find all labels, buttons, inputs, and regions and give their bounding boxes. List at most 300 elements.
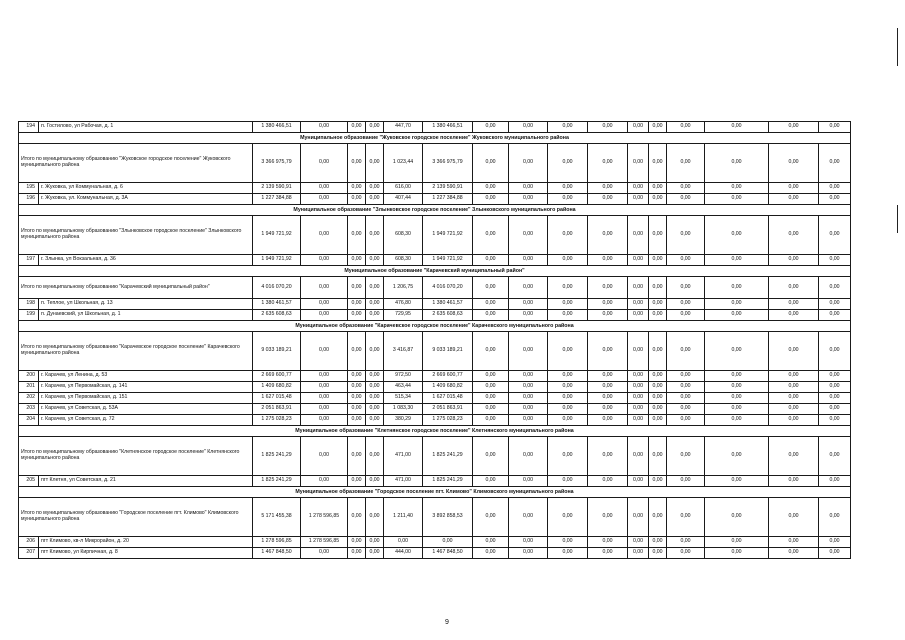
value-cell: 0,00	[366, 498, 384, 537]
value-cell: 0,00	[628, 537, 649, 548]
value-cell: 0,00	[301, 404, 348, 415]
value-cell: 0,00	[588, 216, 628, 255]
value-cell: 0,00	[588, 332, 628, 371]
value-cell: 0,00	[366, 310, 384, 321]
value-cell: 0,00	[667, 216, 705, 255]
value-cell: 0,00	[705, 393, 769, 404]
address-cell: г. Злынка, ул Вокзальная, д. 36	[39, 255, 253, 266]
value-cell: 1 380 466,51	[253, 122, 301, 133]
value-cell: 0,00	[509, 277, 548, 299]
value-cell: 0,00	[705, 299, 769, 310]
value-cell: 0,00	[819, 122, 851, 133]
value-cell: 0,00	[649, 310, 667, 321]
address-cell: г. Жуковка, ул Коммунальная, д. 6	[39, 183, 253, 194]
value-cell: 0,00	[509, 183, 548, 194]
row-index: 205	[19, 476, 39, 487]
value-cell: 0,00	[588, 404, 628, 415]
value-cell: 0,00	[628, 299, 649, 310]
value-cell: 0,00	[473, 299, 509, 310]
address-cell: г. Карачев, ул Советская, д. 72	[39, 415, 253, 426]
value-cell: 2 669 600,77	[253, 371, 301, 382]
total-row	[19, 144, 851, 183]
value-cell: 1 627 015,48	[253, 393, 301, 404]
value-cell: 0,00	[819, 415, 851, 426]
value-cell: 0,00	[649, 194, 667, 205]
value-cell: 0,00	[769, 548, 819, 559]
value-cell: 0,00	[588, 371, 628, 382]
value-cell: 0,00	[819, 216, 851, 255]
value-cell: 0,00	[649, 404, 667, 415]
value-cell: 1 627 015,48	[423, 393, 473, 404]
value-cell: 0,00	[588, 144, 628, 183]
value-cell: 0,00	[509, 122, 548, 133]
value-cell: 0,00	[628, 255, 649, 266]
value-cell: 9 033 189,21	[253, 332, 301, 371]
value-cell: 0,00	[819, 194, 851, 205]
value-cell: 0,00	[649, 476, 667, 487]
value-cell: 0,00	[548, 255, 588, 266]
value-cell: 0,00	[628, 122, 649, 133]
value-cell: 0,00	[819, 404, 851, 415]
value-cell: 476,80	[384, 299, 423, 310]
value-cell: 0,00	[588, 437, 628, 476]
value-cell: 0,00	[473, 476, 509, 487]
table-row	[19, 393, 851, 404]
value-cell: 0,00	[509, 498, 548, 537]
value-cell: 1 380 466,51	[423, 122, 473, 133]
value-cell: 0,00	[509, 255, 548, 266]
total-label: Итого по муниципальному образованию "Карачевское городское поселение" Карачевского муниципального района	[19, 332, 253, 371]
value-cell: 0,00	[628, 404, 649, 415]
value-cell: 1 380 461,57	[423, 299, 473, 310]
value-cell: 0,00	[473, 310, 509, 321]
value-cell: 0,00	[588, 415, 628, 426]
value-cell: 0,00	[509, 476, 548, 487]
table-row	[19, 255, 851, 266]
value-cell: 0,00	[301, 277, 348, 299]
value-cell: 0,00	[348, 299, 366, 310]
table-row	[19, 194, 851, 205]
value-cell: 0,00	[649, 183, 667, 194]
value-cell: 0,00	[348, 183, 366, 194]
total-row	[19, 332, 851, 371]
value-cell: 1 825 241,29	[253, 476, 301, 487]
value-cell: 2 051 863,91	[253, 404, 301, 415]
value-cell: 1 278 596,85	[301, 537, 348, 548]
row-index: 197	[19, 255, 39, 266]
table-row	[19, 476, 851, 487]
value-cell: 0,00	[769, 299, 819, 310]
value-cell: 0,00	[509, 144, 548, 183]
value-cell: 0,00	[548, 299, 588, 310]
value-cell: 608,30	[384, 255, 423, 266]
value-cell: 0,00	[548, 437, 588, 476]
section-header-row	[19, 266, 851, 277]
value-cell: 3 892 858,53	[423, 498, 473, 537]
value-cell: 0,00	[705, 144, 769, 183]
value-cell: 0,00	[667, 299, 705, 310]
value-cell: 0,00	[473, 404, 509, 415]
value-cell: 5 171 455,38	[253, 498, 301, 537]
value-cell: 0,00	[649, 537, 667, 548]
value-cell: 0,00	[473, 332, 509, 371]
value-cell: 0,00	[705, 255, 769, 266]
value-cell: 0,00	[588, 393, 628, 404]
value-cell: 0,00	[509, 548, 548, 559]
value-cell: 0,00	[509, 371, 548, 382]
scan-edge-mark	[897, 205, 898, 233]
value-cell: 0,00	[649, 216, 667, 255]
address-cell: г. Карачев, ул Советская, д. 53А	[39, 404, 253, 415]
value-cell: 0,00	[473, 537, 509, 548]
value-cell: 2 635 608,63	[253, 310, 301, 321]
value-cell: 0,00	[548, 122, 588, 133]
value-cell: 0,00	[548, 194, 588, 205]
value-cell: 0,00	[366, 415, 384, 426]
table-row	[19, 183, 851, 194]
value-cell: 0,00	[628, 548, 649, 559]
value-cell: 1 825 241,29	[423, 437, 473, 476]
value-cell: 0,00	[667, 194, 705, 205]
value-cell: 3 416,87	[384, 332, 423, 371]
address-cell: г. Карачев, ул Первомайская, д. 151	[39, 393, 253, 404]
value-cell: 729,95	[384, 310, 423, 321]
value-cell: 0,00	[548, 277, 588, 299]
value-cell: 0,00	[473, 415, 509, 426]
value-cell: 0,00	[705, 437, 769, 476]
value-cell: 0,00	[301, 122, 348, 133]
value-cell: 0,00	[348, 332, 366, 371]
value-cell: 515,34	[384, 393, 423, 404]
value-cell: 0,00	[588, 255, 628, 266]
value-cell: 444,00	[384, 548, 423, 559]
value-cell: 0,00	[548, 310, 588, 321]
row-index: 196	[19, 194, 39, 205]
value-cell: 0,00	[366, 393, 384, 404]
value-cell: 3 366 975,79	[423, 144, 473, 183]
row-index: 206	[19, 537, 39, 548]
value-cell: 1 949 721,92	[423, 255, 473, 266]
section-title: Муниципальное образование "Карачевский муниципальный район"	[19, 266, 851, 277]
address-cell: г. Карачев, ул Ленина, д. 53	[39, 371, 253, 382]
value-cell: 0,00	[667, 183, 705, 194]
row-index: 204	[19, 415, 39, 426]
value-cell: 0,00	[509, 537, 548, 548]
address-cell: г. Жуковка, ул. Коммунальная, д. 3А	[39, 194, 253, 205]
table-row	[19, 122, 851, 133]
value-cell: 0,00	[819, 277, 851, 299]
value-cell: 0,00	[628, 310, 649, 321]
value-cell: 0,00	[366, 299, 384, 310]
row-index: 195	[19, 183, 39, 194]
total-row	[19, 437, 851, 476]
value-cell: 0,00	[769, 437, 819, 476]
value-cell: 0,00	[628, 498, 649, 537]
value-cell: 0,00	[348, 498, 366, 537]
value-cell: 0,00	[366, 537, 384, 548]
address-cell: г. Карачев, ул Первомайская, д. 141	[39, 382, 253, 393]
value-cell: 0,00	[769, 310, 819, 321]
value-cell: 1 380 461,57	[253, 299, 301, 310]
value-cell: 463,44	[384, 382, 423, 393]
value-cell: 0,00	[366, 371, 384, 382]
value-cell: 0,00	[588, 277, 628, 299]
address-cell: пгт Климово, кв-л Микрорайон, д. 20	[39, 537, 253, 548]
value-cell: 0,00	[769, 537, 819, 548]
value-cell: 0,00	[366, 404, 384, 415]
value-cell: 1 949 721,92	[423, 216, 473, 255]
value-cell: 0,00	[649, 382, 667, 393]
row-index: 199	[19, 310, 39, 321]
value-cell: 0,00	[705, 476, 769, 487]
value-cell: 0,00	[705, 548, 769, 559]
value-cell: 0,00	[705, 122, 769, 133]
value-cell: 1 278 596,85	[253, 537, 301, 548]
table-row	[19, 415, 851, 426]
value-cell: 972,50	[384, 371, 423, 382]
value-cell: 0,00	[667, 371, 705, 382]
value-cell: 1 275 028,23	[253, 415, 301, 426]
table-row	[19, 299, 851, 310]
value-cell: 0,00	[628, 183, 649, 194]
section-header-row	[19, 487, 851, 498]
value-cell: 0,00	[667, 404, 705, 415]
value-cell: 0,00	[509, 382, 548, 393]
value-cell: 0,00	[473, 216, 509, 255]
value-cell: 0,00	[588, 183, 628, 194]
value-cell: 0,00	[705, 194, 769, 205]
value-cell: 0,00	[628, 437, 649, 476]
value-cell: 0,00	[769, 255, 819, 266]
section-header-row	[19, 205, 851, 216]
value-cell: 0,00	[423, 537, 473, 548]
total-row	[19, 216, 851, 255]
value-cell: 0,00	[548, 332, 588, 371]
section-title: Муниципальное образование "Клетнянское городское поселение" Клетнянского муниципального района	[19, 426, 851, 437]
value-cell: 608,30	[384, 216, 423, 255]
value-cell: 0,00	[667, 144, 705, 183]
value-cell: 0,00	[819, 548, 851, 559]
value-cell: 0,00	[348, 371, 366, 382]
value-cell: 0,00	[473, 382, 509, 393]
value-cell: 0,00	[473, 122, 509, 133]
value-cell: 0,00	[705, 382, 769, 393]
value-cell: 0,00	[649, 415, 667, 426]
value-cell: 0,00	[628, 393, 649, 404]
value-cell: 0,00	[348, 194, 366, 205]
value-cell: 1 467 848,50	[253, 548, 301, 559]
value-cell: 0,00	[628, 371, 649, 382]
value-cell: 0,00	[548, 476, 588, 487]
address-cell: пгт Климово, ул Кирпичная, д. 8	[39, 548, 253, 559]
value-cell: 0,00	[348, 122, 366, 133]
value-cell: 0,00	[667, 277, 705, 299]
value-cell: 0,00	[348, 537, 366, 548]
value-cell: 0,00	[769, 144, 819, 183]
value-cell: 0,00	[628, 332, 649, 371]
total-label: Итого по муниципальному образованию "Городское поселение пгт. Климово" Климовского муниципального района	[19, 498, 253, 537]
value-cell: 0,00	[301, 183, 348, 194]
value-cell: 0,00	[301, 371, 348, 382]
address-cell: п. Теплое, ул Школьная, д. 13	[39, 299, 253, 310]
value-cell: 0,00	[819, 476, 851, 487]
value-cell: 0,00	[348, 548, 366, 559]
value-cell: 0,00	[769, 371, 819, 382]
value-cell: 0,00	[473, 437, 509, 476]
value-cell: 0,00	[548, 393, 588, 404]
value-cell: 471,00	[384, 476, 423, 487]
value-cell: 0,00	[366, 183, 384, 194]
value-cell: 0,00	[667, 255, 705, 266]
value-cell: 0,00	[301, 476, 348, 487]
value-cell: 0,00	[819, 183, 851, 194]
value-cell: 0,00	[301, 437, 348, 476]
value-cell: 0,00	[769, 194, 819, 205]
value-cell: 2 669 600,77	[423, 371, 473, 382]
table-row	[19, 404, 851, 415]
value-cell: 0,00	[548, 183, 588, 194]
value-cell: 0,00	[819, 144, 851, 183]
total-label: Итого по муниципальному образованию "Жуковское городское поселение" Жуковского муниципального района	[19, 144, 253, 183]
value-cell: 0,00	[819, 299, 851, 310]
value-cell: 0,00	[649, 299, 667, 310]
value-cell: 0,00	[667, 332, 705, 371]
value-cell: 0,00	[649, 144, 667, 183]
value-cell: 0,00	[509, 437, 548, 476]
value-cell: 0,00	[509, 404, 548, 415]
value-cell: 0,00	[649, 332, 667, 371]
section-title: Муниципальное образование "Карачевское городское поселение" Карачевского муниципального района	[19, 321, 851, 332]
value-cell: 9 033 189,21	[423, 332, 473, 371]
value-cell: 0,00	[348, 277, 366, 299]
value-cell: 1 278 596,85	[301, 498, 348, 537]
value-cell: 0,00	[301, 332, 348, 371]
page-number: 9	[445, 619, 449, 626]
value-cell: 0,00	[348, 310, 366, 321]
value-cell: 616,00	[384, 183, 423, 194]
value-cell: 0,00	[366, 194, 384, 205]
value-cell: 0,00	[588, 299, 628, 310]
value-cell: 0,00	[769, 122, 819, 133]
value-cell: 0,00	[819, 437, 851, 476]
value-cell: 0,00	[348, 216, 366, 255]
value-cell: 0,00	[473, 393, 509, 404]
value-cell: 0,00	[628, 144, 649, 183]
value-cell: 1 211,40	[384, 498, 423, 537]
value-cell: 0,00	[705, 537, 769, 548]
value-cell: 1 227 384,88	[423, 194, 473, 205]
value-cell: 1 949 721,92	[253, 216, 301, 255]
value-cell: 0,00	[667, 437, 705, 476]
value-cell: 0,00	[548, 144, 588, 183]
value-cell: 0,00	[301, 144, 348, 183]
section-header-row	[19, 321, 851, 332]
address-cell: пгт Клетня, ул Советская, д. 21	[39, 476, 253, 487]
value-cell: 0,00	[705, 216, 769, 255]
value-cell: 0,00	[301, 310, 348, 321]
value-cell: 0,00	[366, 255, 384, 266]
value-cell: 4 016 070,20	[423, 277, 473, 299]
value-cell: 0,00	[769, 183, 819, 194]
value-cell: 0,00	[769, 393, 819, 404]
value-cell: 0,00	[769, 277, 819, 299]
value-cell: 0,00	[649, 122, 667, 133]
value-cell: 0,00	[548, 498, 588, 537]
value-cell: 1 023,44	[384, 144, 423, 183]
value-cell: 0,00	[649, 277, 667, 299]
value-cell: 0,00	[366, 548, 384, 559]
value-cell: 0,00	[649, 437, 667, 476]
value-cell: 0,00	[348, 476, 366, 487]
value-cell: 0,00	[366, 277, 384, 299]
value-cell: 0,00	[769, 332, 819, 371]
value-cell: 0,00	[473, 277, 509, 299]
value-cell: 0,00	[366, 216, 384, 255]
value-cell: 0,00	[628, 194, 649, 205]
value-cell: 0,00	[548, 371, 588, 382]
value-cell: 0,00	[473, 548, 509, 559]
value-cell: 0,00	[819, 382, 851, 393]
value-cell: 0,00	[705, 415, 769, 426]
value-cell: 0,00	[366, 382, 384, 393]
value-cell: 0,00	[705, 498, 769, 537]
value-cell: 0,00	[769, 216, 819, 255]
value-cell: 0,00	[301, 216, 348, 255]
value-cell: 0,00	[588, 548, 628, 559]
value-cell: 0,00	[819, 332, 851, 371]
value-cell: 2 139 590,91	[423, 183, 473, 194]
value-cell: 0,00	[366, 144, 384, 183]
value-cell: 0,00	[548, 548, 588, 559]
row-index: 201	[19, 382, 39, 393]
value-cell: 0,00	[649, 548, 667, 559]
table-row	[19, 310, 851, 321]
value-cell: 1 825 241,29	[253, 437, 301, 476]
value-cell: 0,00	[649, 371, 667, 382]
value-cell: 0,00	[548, 415, 588, 426]
value-cell: 2 139 590,91	[253, 183, 301, 194]
value-cell: 0,00	[628, 415, 649, 426]
value-cell: 0,00	[548, 382, 588, 393]
value-cell: 0,00	[473, 498, 509, 537]
row-index: 203	[19, 404, 39, 415]
row-index: 200	[19, 371, 39, 382]
table-row	[19, 371, 851, 382]
value-cell: 0,00	[301, 194, 348, 205]
value-cell: 0,00	[509, 216, 548, 255]
value-cell: 0,00	[548, 537, 588, 548]
value-cell: 0,00	[769, 415, 819, 426]
total-label: Итого по муниципальному образованию "Карачевский муниципальный район"	[19, 277, 253, 299]
row-index: 194	[19, 122, 39, 133]
value-cell: 0,00	[588, 498, 628, 537]
value-cell: 0,00	[348, 404, 366, 415]
value-cell: 0,00	[705, 277, 769, 299]
total-row	[19, 277, 851, 299]
value-cell: 0,00	[366, 437, 384, 476]
total-row	[19, 498, 851, 537]
value-cell: 1 409 680,82	[253, 382, 301, 393]
value-cell: 0,00	[667, 393, 705, 404]
value-cell: 0,00	[348, 437, 366, 476]
total-label: Итого по муниципальному образованию "Клетнянское городское поселение" Клетнянского муниципального района	[19, 437, 253, 476]
value-cell: 0,00	[588, 122, 628, 133]
total-label: Итого по муниципальному образованию "Злынковское городское поселение" Злынковского муниципального района	[19, 216, 253, 255]
section-title: Муниципальное образование "Злынковское городское поселение" Злынковского муниципального района	[19, 205, 851, 216]
value-cell: 1 467 848,50	[423, 548, 473, 559]
row-index: 207	[19, 548, 39, 559]
value-cell: 0,00	[301, 255, 348, 266]
